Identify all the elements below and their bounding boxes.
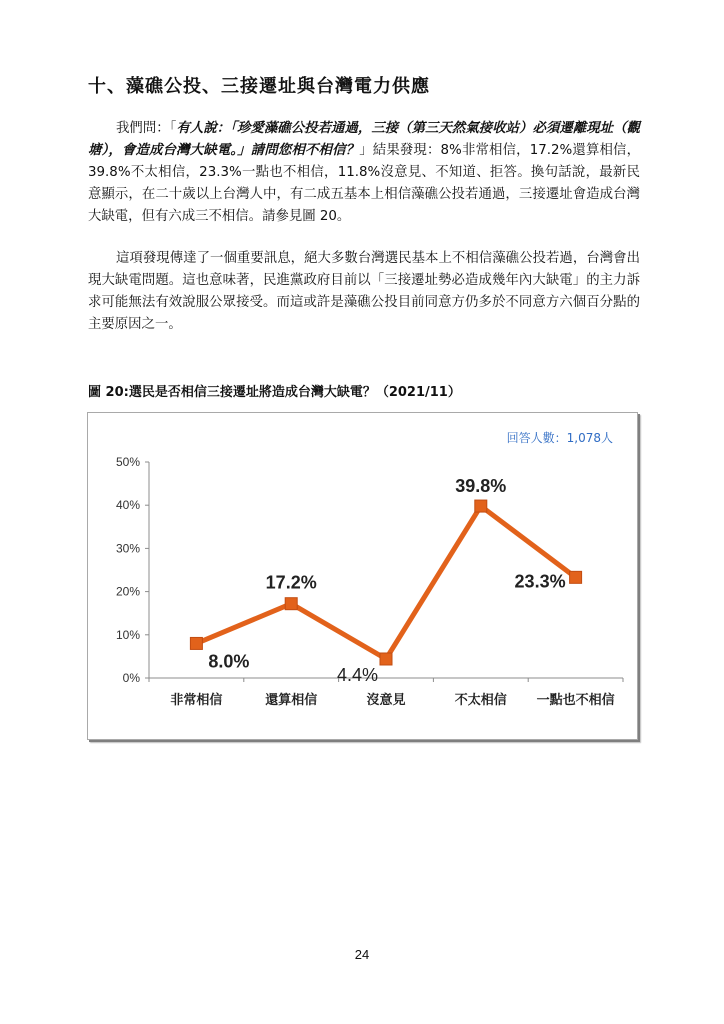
data-label: 4.4% — [336, 664, 378, 685]
x-tick-label: 一點也不相信 — [536, 693, 615, 708]
x-tick-label: 不太相信 — [454, 693, 507, 708]
x-tick-label: 沒意見 — [366, 693, 406, 708]
y-tick-label: 30% — [115, 541, 140, 556]
y-tick-label: 0% — [122, 671, 140, 685]
data-point-marker — [380, 653, 392, 665]
y-tick-label: 10% — [115, 627, 140, 642]
data-point-marker — [190, 637, 202, 649]
y-tick-label: 50% — [115, 455, 140, 469]
section-title: 十、藻礁公投、三接遷址與台灣電力供應 — [88, 76, 430, 97]
data-label: 8.0% — [208, 651, 250, 672]
y-tick-label: 40% — [115, 498, 140, 513]
data-label: 17.2% — [265, 572, 317, 593]
paragraph-1 — [88, 118, 640, 228]
data-label: 39.8% — [455, 476, 507, 497]
paragraph-2: 這項發現傳達了一個重要訊息，絕大多數台灣選民基本上不相信藻礁公投若過，台灣會出現大缺電問題。這也意味著，民進黨政府目前以「三接遷址勢必造成幾年內大缺電」的主力訴求可能無法有效說服公眾接受。而這或許是藻礁公投目前同意方仍多於不同意方六個百分點的主要原因之一。 — [88, 251, 640, 332]
data-label: 23.3% — [514, 571, 566, 592]
data-point-marker — [285, 598, 297, 610]
chart-frame — [87, 412, 638, 740]
line-chart — [88, 413, 637, 739]
paragraph-1-rest: 」結果發現：8%非常相信，17.2%還算相信，39.8%不太相信，23.3%一點也不相信，11.8%沒意見、不知道、拒答。換句話說，最新民意顯示，在二十歲以上台灣人中，有二成五基本上相信藻礁公投若通過，三接遷址會造成台灣大缺電，但有六成三不相信。請參見圖 20。 — [88, 143, 641, 224]
y-tick-label: 20% — [115, 584, 140, 599]
page-number: 24 — [354, 947, 370, 962]
data-point-marker — [475, 500, 487, 512]
x-tick-label: 還算相信 — [265, 693, 318, 708]
x-tick-label: 非常相信 — [170, 693, 223, 708]
figure-caption: 圖 20:選民是否相信三接遷址將造成台灣大缺電？（2021/11） — [88, 385, 461, 400]
data-point-marker — [570, 571, 582, 583]
paragraph-1-quote: 有人說：「珍愛藻礁公投若通過，三接（第三天然氣接收站）必須遷離現址（觀塘），會造成台灣大缺電。」請問您相不相信？ — [88, 121, 640, 158]
respondents-count: 回答人數：1,078人 — [506, 431, 613, 445]
paragraph-1-lead: 我們問：「 — [116, 121, 177, 136]
